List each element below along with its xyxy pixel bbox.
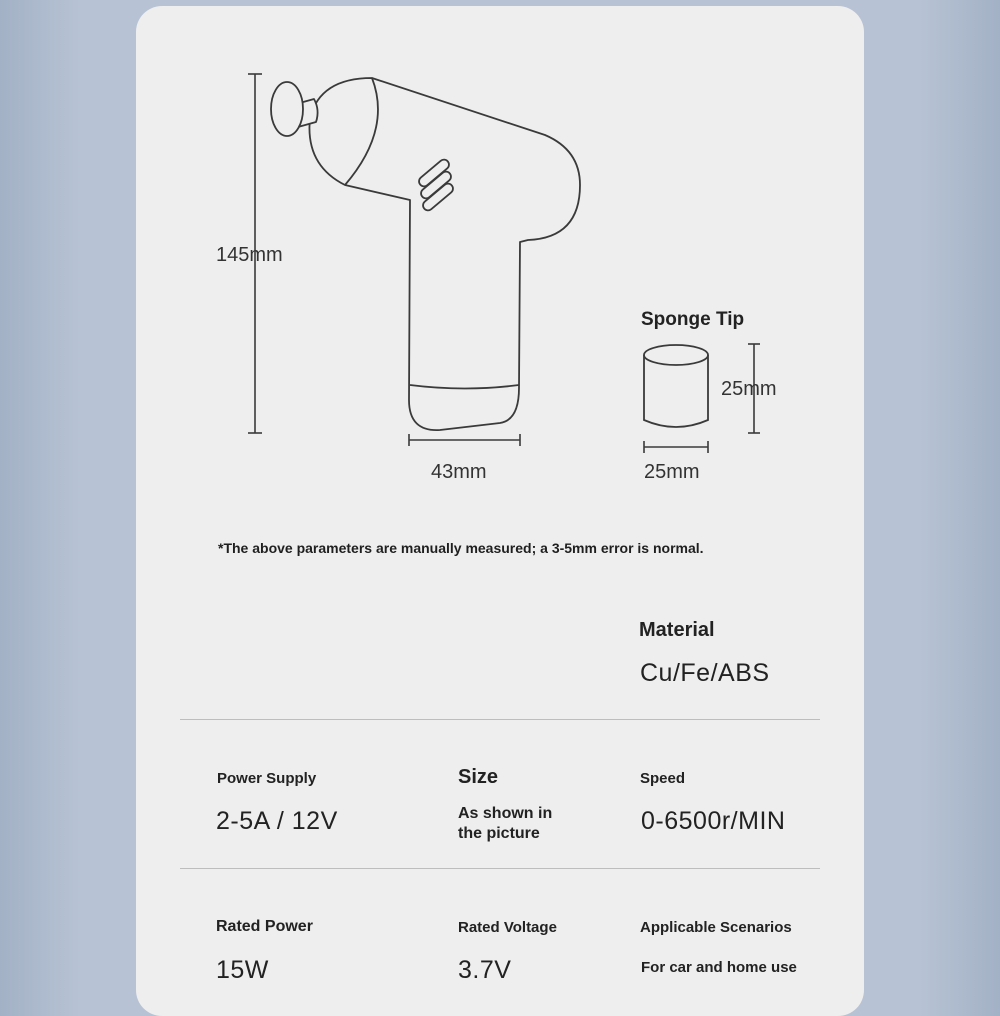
- rated-voltage-label: Rated Voltage: [458, 919, 557, 936]
- material-value: Cu/Fe/ABS: [640, 659, 770, 687]
- speed-value: 0-6500r/MIN: [641, 807, 786, 835]
- measurement-note: *The above parameters are manually measured; a 3-5mm error is normal.: [218, 540, 704, 556]
- sponge-tip-width-label: 25mm: [644, 461, 700, 483]
- width-dimension-line: [409, 434, 520, 446]
- rated-power-value: 15W: [216, 956, 269, 984]
- sponge-tip-drawing: [644, 345, 708, 427]
- rated-power-label: Rated Power: [216, 918, 313, 935]
- sponge-tip-height-label: 25mm: [721, 378, 777, 400]
- rated-voltage-value: 3.7V: [458, 956, 512, 984]
- height-label: 145mm: [216, 244, 283, 266]
- size-label: Size: [458, 766, 499, 788]
- applicable-scenarios-label: Applicable Scenarios: [640, 919, 792, 936]
- power-supply-label: Power Supply: [217, 770, 317, 787]
- material-label: Material: [639, 619, 715, 641]
- divider: [180, 719, 820, 720]
- speed-label: Speed: [640, 770, 686, 787]
- sponge-tip-title: Sponge Tip: [641, 309, 745, 330]
- applicable-scenarios-value: For car and home use: [641, 959, 797, 976]
- power-supply-value: 2-5A / 12V: [216, 807, 338, 835]
- massage-gun-drawing: [271, 78, 580, 430]
- width-label: 43mm: [431, 461, 487, 483]
- size-value: As shown in the picture: [458, 805, 553, 842]
- divider: [180, 868, 820, 869]
